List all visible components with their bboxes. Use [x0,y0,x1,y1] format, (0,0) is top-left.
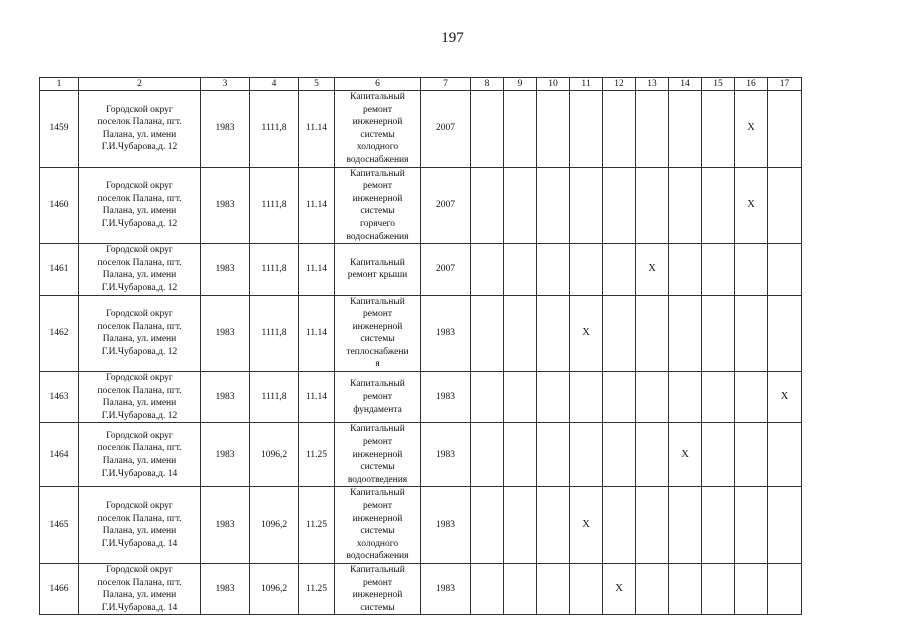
empty-cell [702,372,735,423]
mark-cell: X [768,372,802,423]
empty-cell [735,295,768,372]
cell-year: 1983 [201,563,250,614]
column-number-cell: 2 [79,78,201,91]
cell-address: Городской округ поселок Палана, пгт. Палана, ул. имени Г.И.Чубарова,д. 12 [79,372,201,423]
mark-cell: X [636,244,669,295]
cell-year: 1983 [201,487,250,564]
empty-cell [636,167,669,244]
mark-cell: X [669,423,702,487]
empty-cell [603,167,636,244]
repair-schedule-table [39,77,802,615]
page-number: 197 [441,30,464,46]
cell-rate: 11.25 [299,487,335,564]
cell-area: 1096,2 [250,563,299,614]
cell-address: Городской округ поселок Палана, пгт. Палана, ул. имени Г.И.Чубарова,д. 12 [79,244,201,295]
empty-cell [537,372,570,423]
cell-area: 1111,8 [250,244,299,295]
cell-plan-year: 1983 [421,372,471,423]
cell-work: Капитальный ремонт инженерной системы [335,563,421,614]
empty-cell [636,563,669,614]
empty-cell [504,423,537,487]
cell-area: 1111,8 [250,167,299,244]
cell-plan-year: 2007 [421,244,471,295]
empty-cell [537,295,570,372]
cell-num: 1466 [40,563,79,614]
cell-rate: 11.14 [299,167,335,244]
column-number-cell: 7 [421,78,471,91]
cell-address: Городской округ поселок Палана, пгт. Палана, ул. имени Г.И.Чубарова,д. 12 [79,295,201,372]
column-number-cell: 3 [201,78,250,91]
empty-cell [570,167,603,244]
empty-cell [570,563,603,614]
cell-year: 1983 [201,372,250,423]
empty-cell [471,91,504,168]
cell-rate: 11.14 [299,372,335,423]
empty-cell [735,487,768,564]
cell-num: 1460 [40,167,79,244]
empty-cell [471,167,504,244]
empty-cell [702,295,735,372]
column-number-cell: 12 [603,78,636,91]
empty-cell [471,563,504,614]
column-number-cell: 4 [250,78,299,91]
table-row [40,372,802,423]
empty-cell [537,563,570,614]
empty-cell [603,244,636,295]
cell-plan-year: 1983 [421,295,471,372]
column-number-cell: 16 [735,78,768,91]
empty-cell [702,423,735,487]
cell-num: 1464 [40,423,79,487]
empty-cell [603,487,636,564]
cell-num: 1462 [40,295,79,372]
table-row [40,563,802,614]
table-row [40,487,802,564]
column-number-cell: 11 [570,78,603,91]
cell-area: 1111,8 [250,295,299,372]
empty-cell [471,487,504,564]
empty-cell [570,423,603,487]
empty-cell [603,423,636,487]
empty-cell [669,295,702,372]
cell-rate: 11.25 [299,423,335,487]
empty-cell [636,487,669,564]
empty-cell [504,91,537,168]
cell-work: Капитальный ремонт фундамента [335,372,421,423]
column-number-cell: 8 [471,78,504,91]
empty-cell [603,372,636,423]
empty-cell [603,295,636,372]
cell-plan-year: 2007 [421,167,471,244]
cell-area: 1111,8 [250,372,299,423]
empty-cell [768,563,802,614]
column-number-cell: 17 [768,78,802,91]
cell-address: Городской округ поселок Палана, пгт. Палана, ул. имени Г.И.Чубарова,д. 12 [79,167,201,244]
cell-num: 1461 [40,244,79,295]
mark-cell: X [603,563,636,614]
cell-plan-year: 1983 [421,563,471,614]
empty-cell [702,167,735,244]
empty-cell [537,91,570,168]
empty-cell [768,295,802,372]
empty-cell [537,244,570,295]
cell-num: 1465 [40,487,79,564]
table-row [40,167,802,244]
empty-cell [537,423,570,487]
empty-cell [702,563,735,614]
cell-work: Капитальный ремонт крыши [335,244,421,295]
empty-cell [504,372,537,423]
empty-cell [768,244,802,295]
table-row [40,91,802,168]
cell-year: 1983 [201,91,250,168]
empty-cell [735,372,768,423]
cell-num: 1459 [40,91,79,168]
column-number-cell: 5 [299,78,335,91]
empty-cell [669,372,702,423]
empty-cell [702,244,735,295]
empty-cell [702,91,735,168]
cell-plan-year: 1983 [421,423,471,487]
empty-cell [669,487,702,564]
column-number-cell: 9 [504,78,537,91]
empty-cell [471,372,504,423]
empty-cell [504,487,537,564]
mark-cell: X [570,487,603,564]
cell-address: Городской округ поселок Палана, пгт. Палана, ул. имени Г.И.Чубарова,д. 12 [79,91,201,168]
empty-cell [768,487,802,564]
empty-cell [735,563,768,614]
cell-work: Капитальный ремонт инженерной системы водоотведения [335,423,421,487]
cell-rate: 11.25 [299,563,335,614]
cell-address: Городской округ поселок Палана, пгт. Палана, ул. имени Г.И.Чубарова,д. 14 [79,423,201,487]
empty-cell [471,423,504,487]
column-number-cell: 6 [335,78,421,91]
cell-rate: 11.14 [299,295,335,372]
empty-cell [570,91,603,168]
empty-cell [669,563,702,614]
cell-address: Городской округ поселок Палана, пгт. Палана, ул. имени Г.И.Чубарова,д. 14 [79,487,201,564]
cell-plan-year: 1983 [421,487,471,564]
cell-address: Городской округ поселок Палана, пгт. Палана, ул. имени Г.И.Чубарова,д. 14 [79,563,201,614]
table-row [40,244,802,295]
empty-cell [735,423,768,487]
empty-cell [537,167,570,244]
table-row [40,423,802,487]
column-number-cell: 10 [537,78,570,91]
empty-cell [636,91,669,168]
empty-cell [636,423,669,487]
empty-cell [537,487,570,564]
mark-cell: X [570,295,603,372]
cell-work: Капитальный ремонт инженерной системы горячего водоснабжения [335,167,421,244]
column-number-cell: 15 [702,78,735,91]
empty-cell [735,244,768,295]
cell-num: 1463 [40,372,79,423]
cell-area: 1111,8 [250,91,299,168]
empty-cell [504,244,537,295]
cell-year: 1983 [201,167,250,244]
cell-year: 1983 [201,244,250,295]
empty-cell [768,91,802,168]
empty-cell [669,167,702,244]
mark-cell: X [735,91,768,168]
cell-rate: 11.14 [299,91,335,168]
cell-work: Капитальный ремонт инженерной системы теплоснабжени я [335,295,421,372]
empty-cell [636,372,669,423]
empty-cell [471,244,504,295]
empty-cell [504,167,537,244]
empty-cell [669,91,702,168]
cell-area: 1096,2 [250,423,299,487]
column-number-cell: 14 [669,78,702,91]
empty-cell [570,244,603,295]
column-number-row [40,78,802,91]
cell-year: 1983 [201,423,250,487]
table-row [40,295,802,372]
empty-cell [702,487,735,564]
empty-cell [570,372,603,423]
column-number-cell: 1 [40,78,79,91]
empty-cell [669,244,702,295]
cell-work: Капитальный ремонт инженерной системы холодного водоснабжения [335,91,421,168]
cell-work: Капитальный ремонт инженерной системы холодного водоснабжения [335,487,421,564]
cell-year: 1983 [201,295,250,372]
empty-cell [603,91,636,168]
empty-cell [504,295,537,372]
cell-rate: 11.14 [299,244,335,295]
empty-cell [768,423,802,487]
empty-cell [636,295,669,372]
cell-plan-year: 2007 [421,91,471,168]
empty-cell [768,167,802,244]
cell-area: 1096,2 [250,487,299,564]
empty-cell [471,295,504,372]
mark-cell: X [735,167,768,244]
empty-cell [504,563,537,614]
column-number-cell: 13 [636,78,669,91]
